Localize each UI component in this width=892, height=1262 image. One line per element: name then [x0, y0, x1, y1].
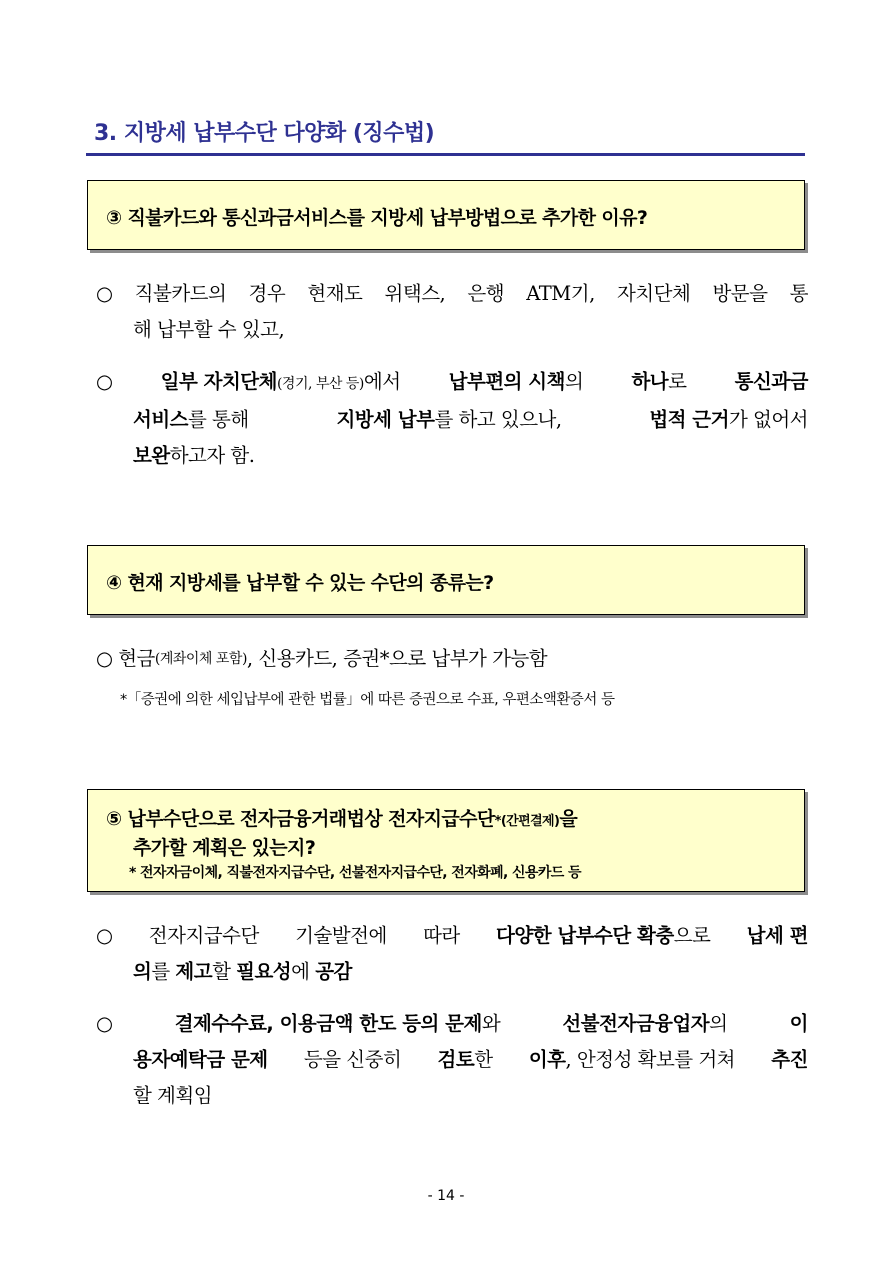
phrase	[133, 402, 249, 438]
question-box-3	[87, 180, 805, 250]
small-note: *(간편결제)	[494, 814, 560, 829]
bold-phrase: 추진	[771, 1048, 808, 1071]
word: 위택스,	[384, 282, 446, 305]
word: 할	[212, 960, 231, 983]
word: 기술발전에	[295, 924, 387, 947]
bold-phrase: 의	[133, 960, 152, 983]
bold-phrase: 납부편의 시책	[448, 370, 565, 393]
word: 의	[564, 370, 584, 393]
bullet-circle: ○	[96, 924, 113, 947]
word: 방문을	[712, 282, 768, 305]
word: , 안정성 확보를 거쳐	[565, 1048, 736, 1071]
answer-paragraph-1	[96, 276, 808, 348]
question-5-line-2: 추가할 계획은 있는지?	[133, 837, 316, 859]
word: 와	[481, 1012, 501, 1035]
bold-phrase: 납세 편	[746, 924, 808, 947]
word: 자치단체	[616, 282, 691, 305]
section-title-underline	[86, 153, 805, 156]
bullet-circle: ○	[96, 282, 113, 305]
question-5-line-1	[106, 804, 577, 831]
answer-paragraph-4	[96, 918, 808, 990]
bold-phrase: 검토	[437, 1048, 475, 1071]
phrase	[631, 364, 686, 402]
word: 를 통해	[188, 408, 249, 431]
bold-phrase: 필요성	[236, 960, 292, 983]
phrase	[438, 1042, 493, 1078]
word: 를 하고 있으나,	[434, 408, 562, 431]
footnote: *「증권에 의한 세입납부에 관한 법률」에 따른 증권으로 수표, 우편소액환증서 등	[120, 692, 615, 708]
word: 경우	[248, 282, 286, 305]
answer-1-line-2: 해 납부할 수 있고,	[133, 318, 285, 341]
answer-paragraph-2	[96, 364, 808, 474]
question-4-text: ④ 현재 지방세를 납부할 수 있는 수단의 종류는?	[106, 572, 494, 594]
word: 등을 신중히	[303, 1048, 402, 1071]
bold-phrase: 용자예탁금 문제	[133, 1048, 268, 1071]
word: ○ 현금	[96, 647, 155, 670]
bullet-circle: ○	[96, 1012, 113, 1035]
phrase	[496, 918, 710, 954]
question-box-5	[87, 789, 805, 892]
small-note: (계좌이체 포함)	[154, 651, 247, 667]
answer-2-line-1	[96, 364, 808, 402]
bold-phrase: 서비스	[133, 408, 189, 431]
answer-4-line-1	[96, 918, 808, 954]
word: 한	[474, 1048, 493, 1071]
bold-phrase: 이후	[528, 1048, 566, 1071]
answer-4-line-2	[96, 954, 808, 990]
word: ATM기,	[526, 282, 595, 305]
question-3-text: ③ 직불카드와 통신과금서비스를 지방세 납부방법으로 추가한 이유?	[106, 207, 648, 229]
bold-phrase: 다양한 납부수단 확충	[496, 924, 674, 947]
word: 를	[151, 960, 170, 983]
word: 에서	[363, 370, 401, 393]
question-5-text: ⑤ 납부수단으로 전자금융거래법상 전자지급수단	[106, 808, 495, 830]
word: 전자지급수단	[148, 924, 259, 947]
answer-2-line-3	[96, 438, 808, 474]
small-note: (경기, 부산 등)	[276, 376, 364, 392]
bold-phrase: 법적 근거	[649, 408, 729, 431]
answer-5-line-1	[96, 1006, 808, 1042]
bold-phrase: 일부 자치단체	[160, 370, 277, 393]
bold-phrase: 하나	[631, 370, 669, 393]
phrase	[336, 402, 561, 438]
bold-phrase: 지방세 납부	[336, 408, 435, 431]
word: 을	[559, 808, 578, 830]
answer-5-line-2	[96, 1042, 808, 1078]
word: 가 없어서	[728, 408, 808, 431]
answer-2-line-2	[96, 402, 808, 438]
bold-phrase: 보완	[133, 444, 170, 467]
answer-1-line-1	[96, 276, 808, 312]
word: 따라	[423, 924, 460, 947]
word: 통	[789, 282, 808, 305]
phrase	[529, 1042, 735, 1078]
word: 의	[709, 1012, 728, 1035]
answer-paragraph-5	[96, 1006, 808, 1114]
question-5-note: * 전자자금이체, 직불전자지급수단, 선불전자지급수단, 전자화폐, 신용카드 등	[129, 865, 581, 881]
word: 은행	[467, 282, 505, 305]
phrase	[161, 364, 401, 402]
page-number: - 14 -	[427, 1188, 465, 1204]
phrase	[175, 1006, 500, 1042]
word: 하고자 함.	[169, 444, 255, 467]
bullet-circle: ○	[96, 370, 113, 393]
question-box-4	[87, 545, 805, 615]
bold-phrase: 선불전자금융업자	[562, 1012, 710, 1035]
phrase	[449, 364, 584, 402]
word: , 신용카드, 증권*으로 납부가 가능함	[246, 647, 548, 670]
bold-phrase: 제고	[175, 960, 213, 983]
bold-phrase: 이	[789, 1012, 808, 1035]
bold-phrase: 결제수수료, 이용금액 한도 등의 문제	[174, 1012, 482, 1035]
answer-paragraph-3	[96, 641, 808, 677]
phrase	[562, 1006, 727, 1042]
bold-phrase: 공감	[315, 960, 352, 983]
word: 직불카드의	[134, 282, 227, 305]
word: 으로	[673, 924, 711, 947]
word: 로	[668, 370, 687, 393]
word: 현재도	[307, 282, 363, 305]
answer-5-line-3: 할 계획임	[133, 1084, 213, 1107]
phrase	[649, 402, 808, 438]
bold-phrase: 통신과금	[734, 370, 808, 393]
word: 에	[291, 960, 310, 983]
section-title: 3. 지방세 납부수단 다양화 (징수법)	[94, 121, 435, 146]
answer-3-line-1	[96, 641, 808, 677]
